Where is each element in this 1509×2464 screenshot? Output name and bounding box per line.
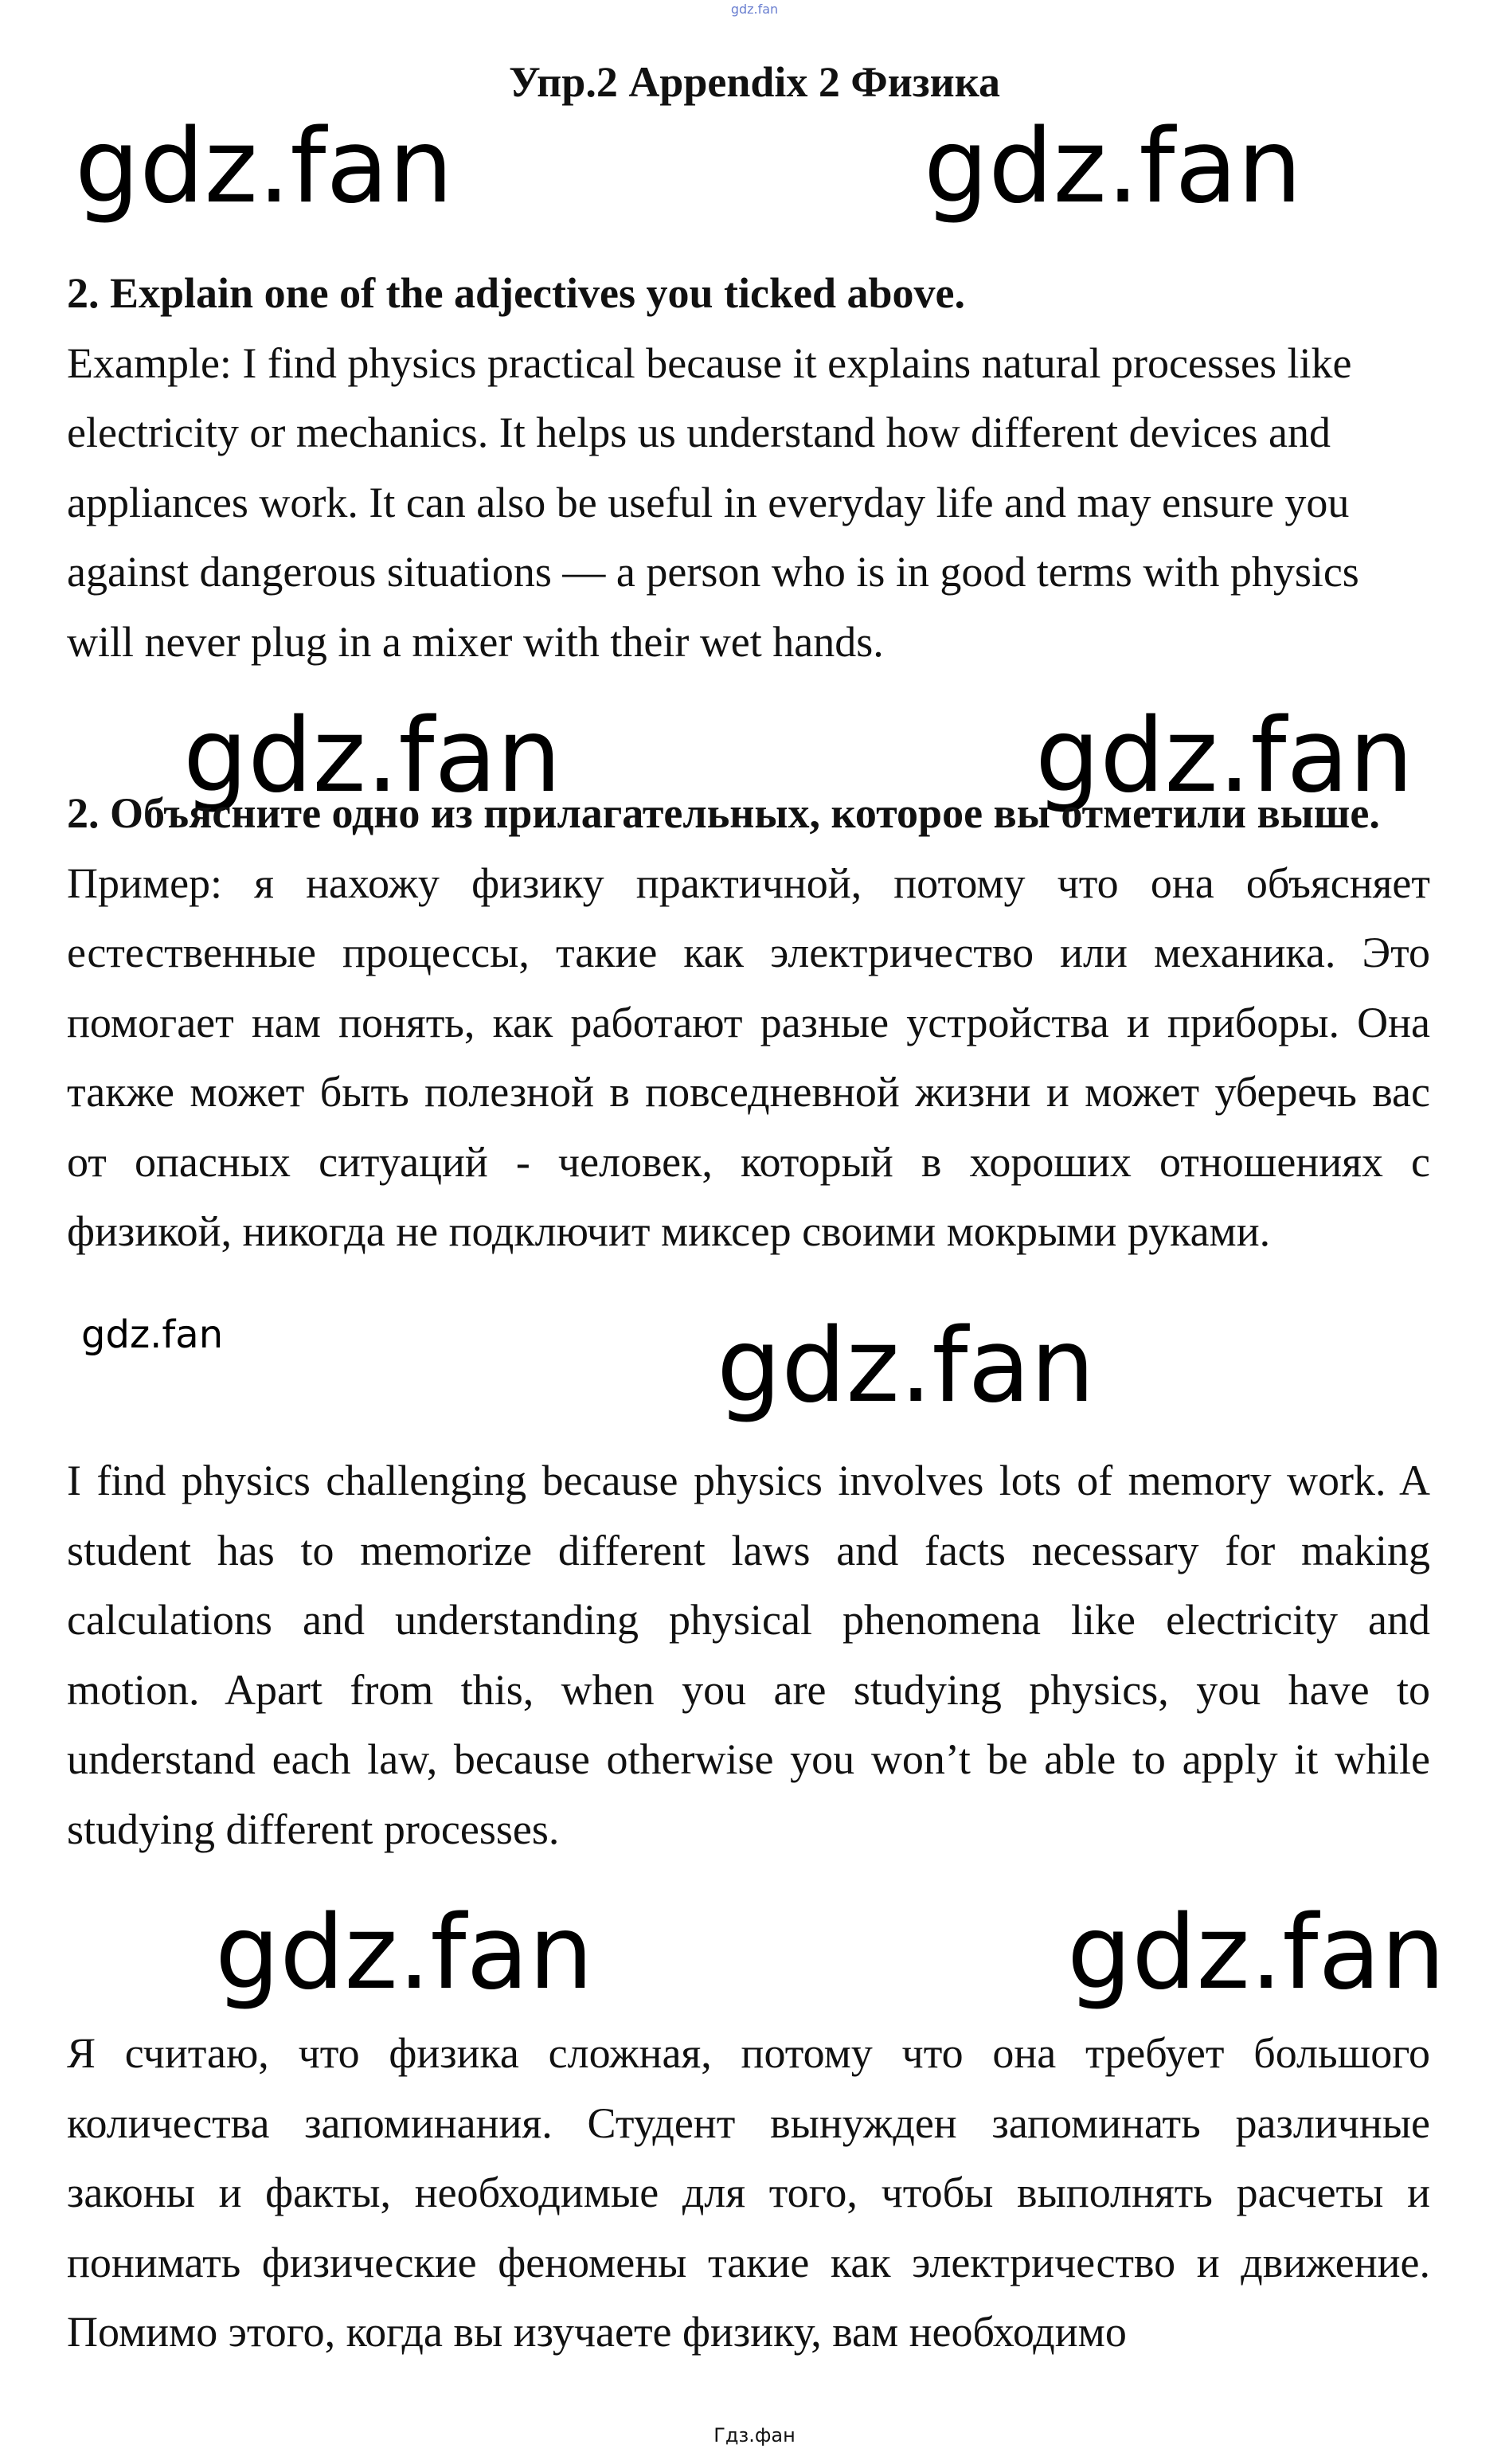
- russian-question-heading: 2. Объясните одно из прилагательных, которое вы отметили выше.: [67, 789, 1380, 837]
- top-watermark-mark: gdz.fan: [730, 2, 779, 17]
- watermark-3: gdz.fan: [183, 697, 561, 815]
- english-answer-2: [67, 1446, 1430, 1864]
- english-answer-text-2: I find physics challenging because physics involves lots of memory work. A student has to memorize different laws and facts necessary for making calculations and understanding physical phenomena like electricity and motion. Apart from this, when you are studying physics, you have to understand each law, because otherwise you won’t be able to apply it while studying different processes.: [67, 1457, 1430, 1853]
- russian-answer-2: [67, 2019, 1430, 2368]
- watermark-5-small: gdz.fan: [81, 1312, 224, 1357]
- russian-answer-text-1: Пример: я нахожу физику практичной, потому что она объясняет естественные процессы, такие как электричество или механика. Это помогает нам понять, как работают разные устройства и приборы. Она также может быть полезной в повседневной жизни и может уберечь вас от опасных ситуаций - человек, который в хороших отношениях с физикой, никогда не подключит миксер своими мокрыми руками.: [67, 858, 1430, 1255]
- watermark-8: gdz.fan: [1067, 1894, 1445, 2012]
- page-footer: Гдз.фан: [713, 2424, 796, 2446]
- page-title: Упр.2 Appendix 2 Физика: [508, 58, 1001, 106]
- watermark-1: gdz.fan: [75, 108, 453, 226]
- russian-answer-1: [67, 779, 1430, 1267]
- english-question-heading: 2. Explain one of the adjectives you ticked above.: [67, 269, 965, 317]
- english-answer-1: [67, 259, 1430, 677]
- watermark-2: gdz.fan: [924, 108, 1302, 226]
- russian-answer-text-2: Я считаю, что физика сложная, потому что она требует большого количества запоминания. Студент вынужден запоминать различные законы и факты, необходимые для того, чтобы выполнять расчеты и понимать физические феномены такие как электричество и движение. Помимо этого, когда вы изучаете физику, вам необходимо: [67, 2029, 1430, 2356]
- english-answer-text-1: Example: I find physics practical because it explains natural processes like electricity or mechanics. It helps us understand how different devices and appliances work. It can also be useful in everyday life and may ensure you against dangerous situations — a person who is in good terms with physics will never plug in a mixer with their wet hands.: [67, 338, 1359, 666]
- watermark-6: gdz.fan: [717, 1307, 1095, 1426]
- watermark-4: gdz.fan: [1035, 697, 1413, 815]
- watermark-7: gdz.fan: [215, 1894, 593, 2012]
